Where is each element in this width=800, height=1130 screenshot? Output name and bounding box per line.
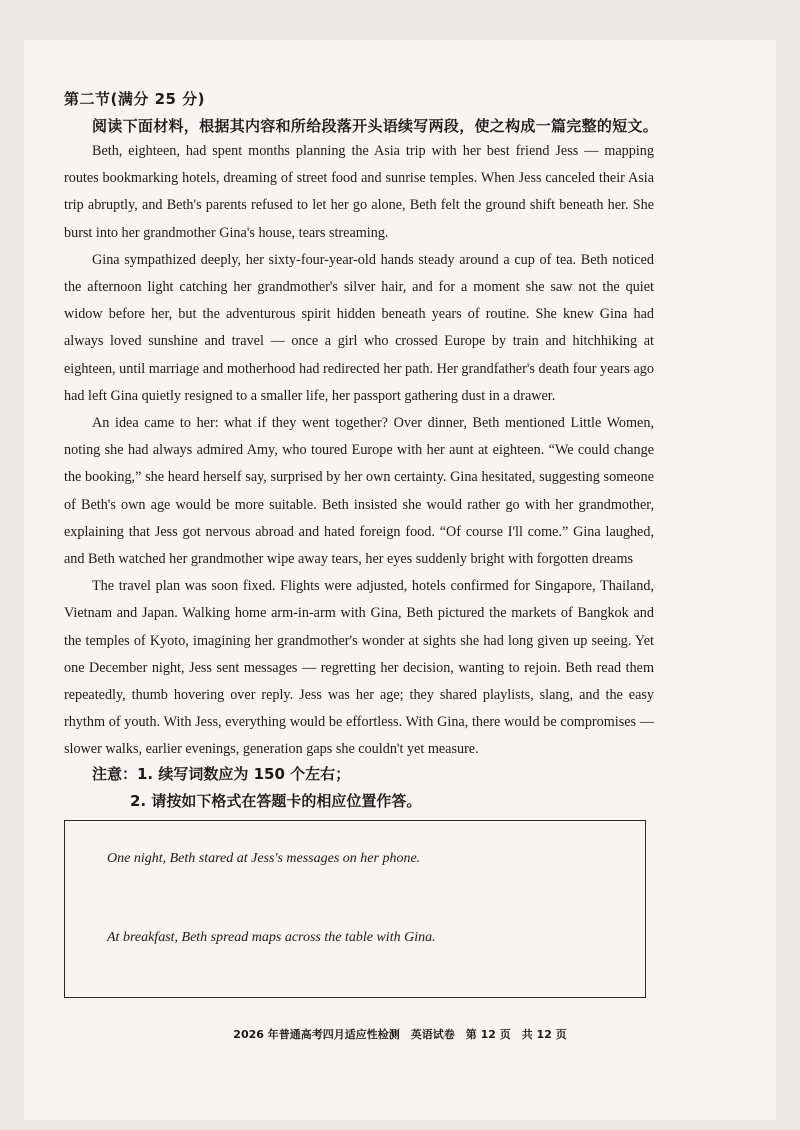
passage-paragraph-2: Gina sympathized deeply, her sixty-four-year-old hands steady around a cup of tea. Beth noticed the afternoon light catching her grandmother's silver hair, and for a moment she saw not the quiet widow before her, but the adventurous spirit hidden beneath years of routine. She knew Gina had always loved sunshine and travel — once a girl who crossed Europe by train and hitchhiking at eighteen, until marriage and motherhood had redirected her path. Her grandfather's death four years ago had left Gina quietly resigned to a smaller life, her passport gathering dust in a drawer. bbox=[64, 251, 654, 404]
note-word-count: 注意：1. 续写词数应为 150 个左右； bbox=[92, 765, 351, 783]
continuation-prompt-1: One night, Beth stared at Jess's messages on her phone. bbox=[107, 851, 421, 866]
reading-passage bbox=[64, 138, 654, 764]
section-title: 第二节(满分 25 分) bbox=[64, 90, 206, 108]
passage-paragraph-1: Beth, eighteen, had spent months planning the Asia trip with her best friend Jess — mapping routes bookmarking hotels, dreaming of street food and sunrise temples. When Jess canceled their Asia trip abruptly, and Beth's parents refused to let her go alone, Beth felt the ground shift beneath her. She burst into her grandmother Gina's house, tears streaming. bbox=[64, 143, 654, 241]
note-format: 2. 请按如下格式在答题卡的相应位置作答。 bbox=[130, 792, 422, 810]
task-instruction: 阅读下面材料，根据其内容和所给段落开头语续写两段，使之构成一篇完整的短文。 bbox=[92, 117, 659, 135]
page-footer: 2026 年普通高考四月适应性检测 英语试卷 第 12 页 共 12 页 bbox=[233, 1028, 567, 1041]
continuation-prompt-2: At breakfast, Beth spread maps across the table with Gina. bbox=[107, 930, 436, 945]
passage-paragraph-3: An idea came to her: what if they went together? Over dinner, Beth mentioned Little Women, noting she had always admired Amy, who toured Europe with her aunt at eighteen. “We could change the booking,” she heard herself say, surprised by her own certainty. Gina hesitated, suggesting someone of Beth's own age would be more suitable. Beth insisted she would rather go with her grandmother, explaining that Jess got nervous abroad and hated foreign food. “Of course I'll come.” Gina laughed, and Beth watched her grandmother wipe away tears, her eyes suddenly bright with forgotten dreams bbox=[64, 415, 654, 568]
passage-paragraph-4: The travel plan was soon fixed. Flights were adjusted, hotels confirmed for Singapore, Thailand, Vietnam and Japan. Walking home arm-in-arm with Gina, Beth pictured the markets of Bangkok and the temples of Kyoto, imagining her grandmother's wonder at sights she had long given up seeing. Yet one December night, Jess sent messages — regretting her decision, wanting to rejoin. Beth read them repeatedly, thumb hovering over reply. Jess was her age; they shared playlists, slang, and the easy rhythm of youth. With Jess, everything would be effortless. With Gina, there would be compromises — slower walks, earlier evenings, generation gaps she couldn't yet measure. bbox=[64, 578, 654, 758]
answer-box bbox=[64, 820, 646, 998]
